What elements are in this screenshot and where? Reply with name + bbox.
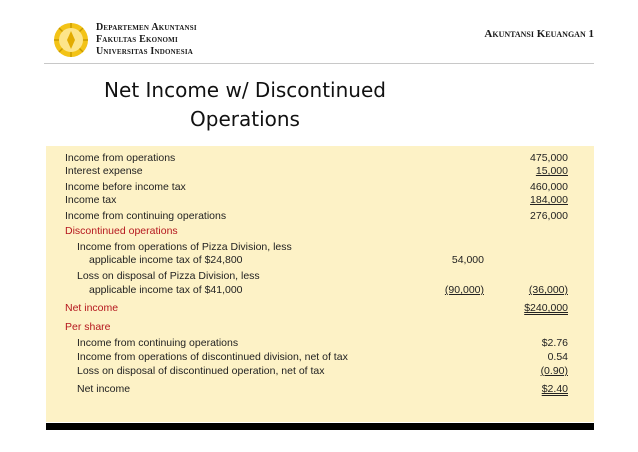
slide-title [60, 76, 430, 134]
slide-title-line-2: Operations [190, 107, 300, 131]
statement-amount-total: 184,000 [530, 194, 568, 206]
statement-row [46, 301, 594, 317]
statement-row [46, 209, 594, 225]
statement-row [46, 320, 594, 336]
statement-row-label: Income from continuing operations [65, 210, 227, 222]
income-statement-panel [46, 146, 594, 422]
statement-row-label: Income before income tax [65, 181, 186, 193]
statement-amount-total: 460,000 [530, 181, 568, 193]
footer-bar [46, 423, 594, 430]
statement-row [46, 193, 594, 209]
statement-amount-total: $2.40 [541, 383, 568, 395]
statement-amount-total: 15,000 [535, 165, 568, 177]
header-divider [44, 63, 594, 64]
statement-row-label: Loss on disposal of discontinued operation, net of tax [77, 365, 325, 377]
university-seal-icon [53, 22, 89, 58]
statement-row-label: Loss on disposal of Pizza Division, less [77, 270, 260, 282]
statement-amount-total: (36,000) [528, 284, 568, 296]
statement-amount-total: (0.90) [540, 365, 568, 377]
statement-row [46, 382, 594, 398]
statement-row-label: Interest expense [65, 165, 143, 177]
statement-amount-detail: 54,000 [451, 254, 484, 266]
statement-row-label: Income from operations of Pizza Division, less [77, 241, 292, 253]
statement-amount-total: 475,000 [530, 152, 568, 164]
statement-amount-detail: (90,000) [444, 284, 484, 296]
statement-amount-total: $2.76 [541, 337, 568, 349]
statement-row-label: applicable income tax of $41,000 [89, 284, 243, 296]
statement-row [46, 224, 594, 240]
statement-row-label: applicable income tax of $24,800 [89, 254, 243, 266]
statement-row-label: Income from operations [65, 152, 176, 164]
statement-amount-total: 0.54 [547, 351, 568, 363]
statement-row-label: Discontinued operations [65, 225, 178, 237]
institution-line-3: Universitas Indonesia [96, 46, 194, 57]
statement-amount-total: 276,000 [530, 210, 568, 222]
statement-row-label: Income from continuing operations [77, 337, 239, 349]
institution-line-2: Fakultas Ekonomi [96, 34, 178, 45]
statement-row-label: Per share [65, 321, 111, 333]
statement-row [46, 253, 594, 269]
statement-row-label: Net income [77, 383, 131, 395]
institution-line-1: Departemen Akuntansi [96, 22, 197, 33]
statement-row [46, 164, 594, 180]
course-title: Akuntansi Keuangan 1 [484, 28, 594, 40]
statement-row-label: Net income [65, 302, 119, 314]
statement-row-label: Income tax [65, 194, 117, 206]
statement-row-label: Income from operations of discontinued division, net of tax [77, 351, 348, 363]
statement-amount-total: $240,000 [524, 302, 568, 314]
statement-row [46, 283, 594, 299]
slide-title-line-1: Net Income w/ Discontinued [104, 78, 386, 102]
statement-row [46, 364, 594, 380]
